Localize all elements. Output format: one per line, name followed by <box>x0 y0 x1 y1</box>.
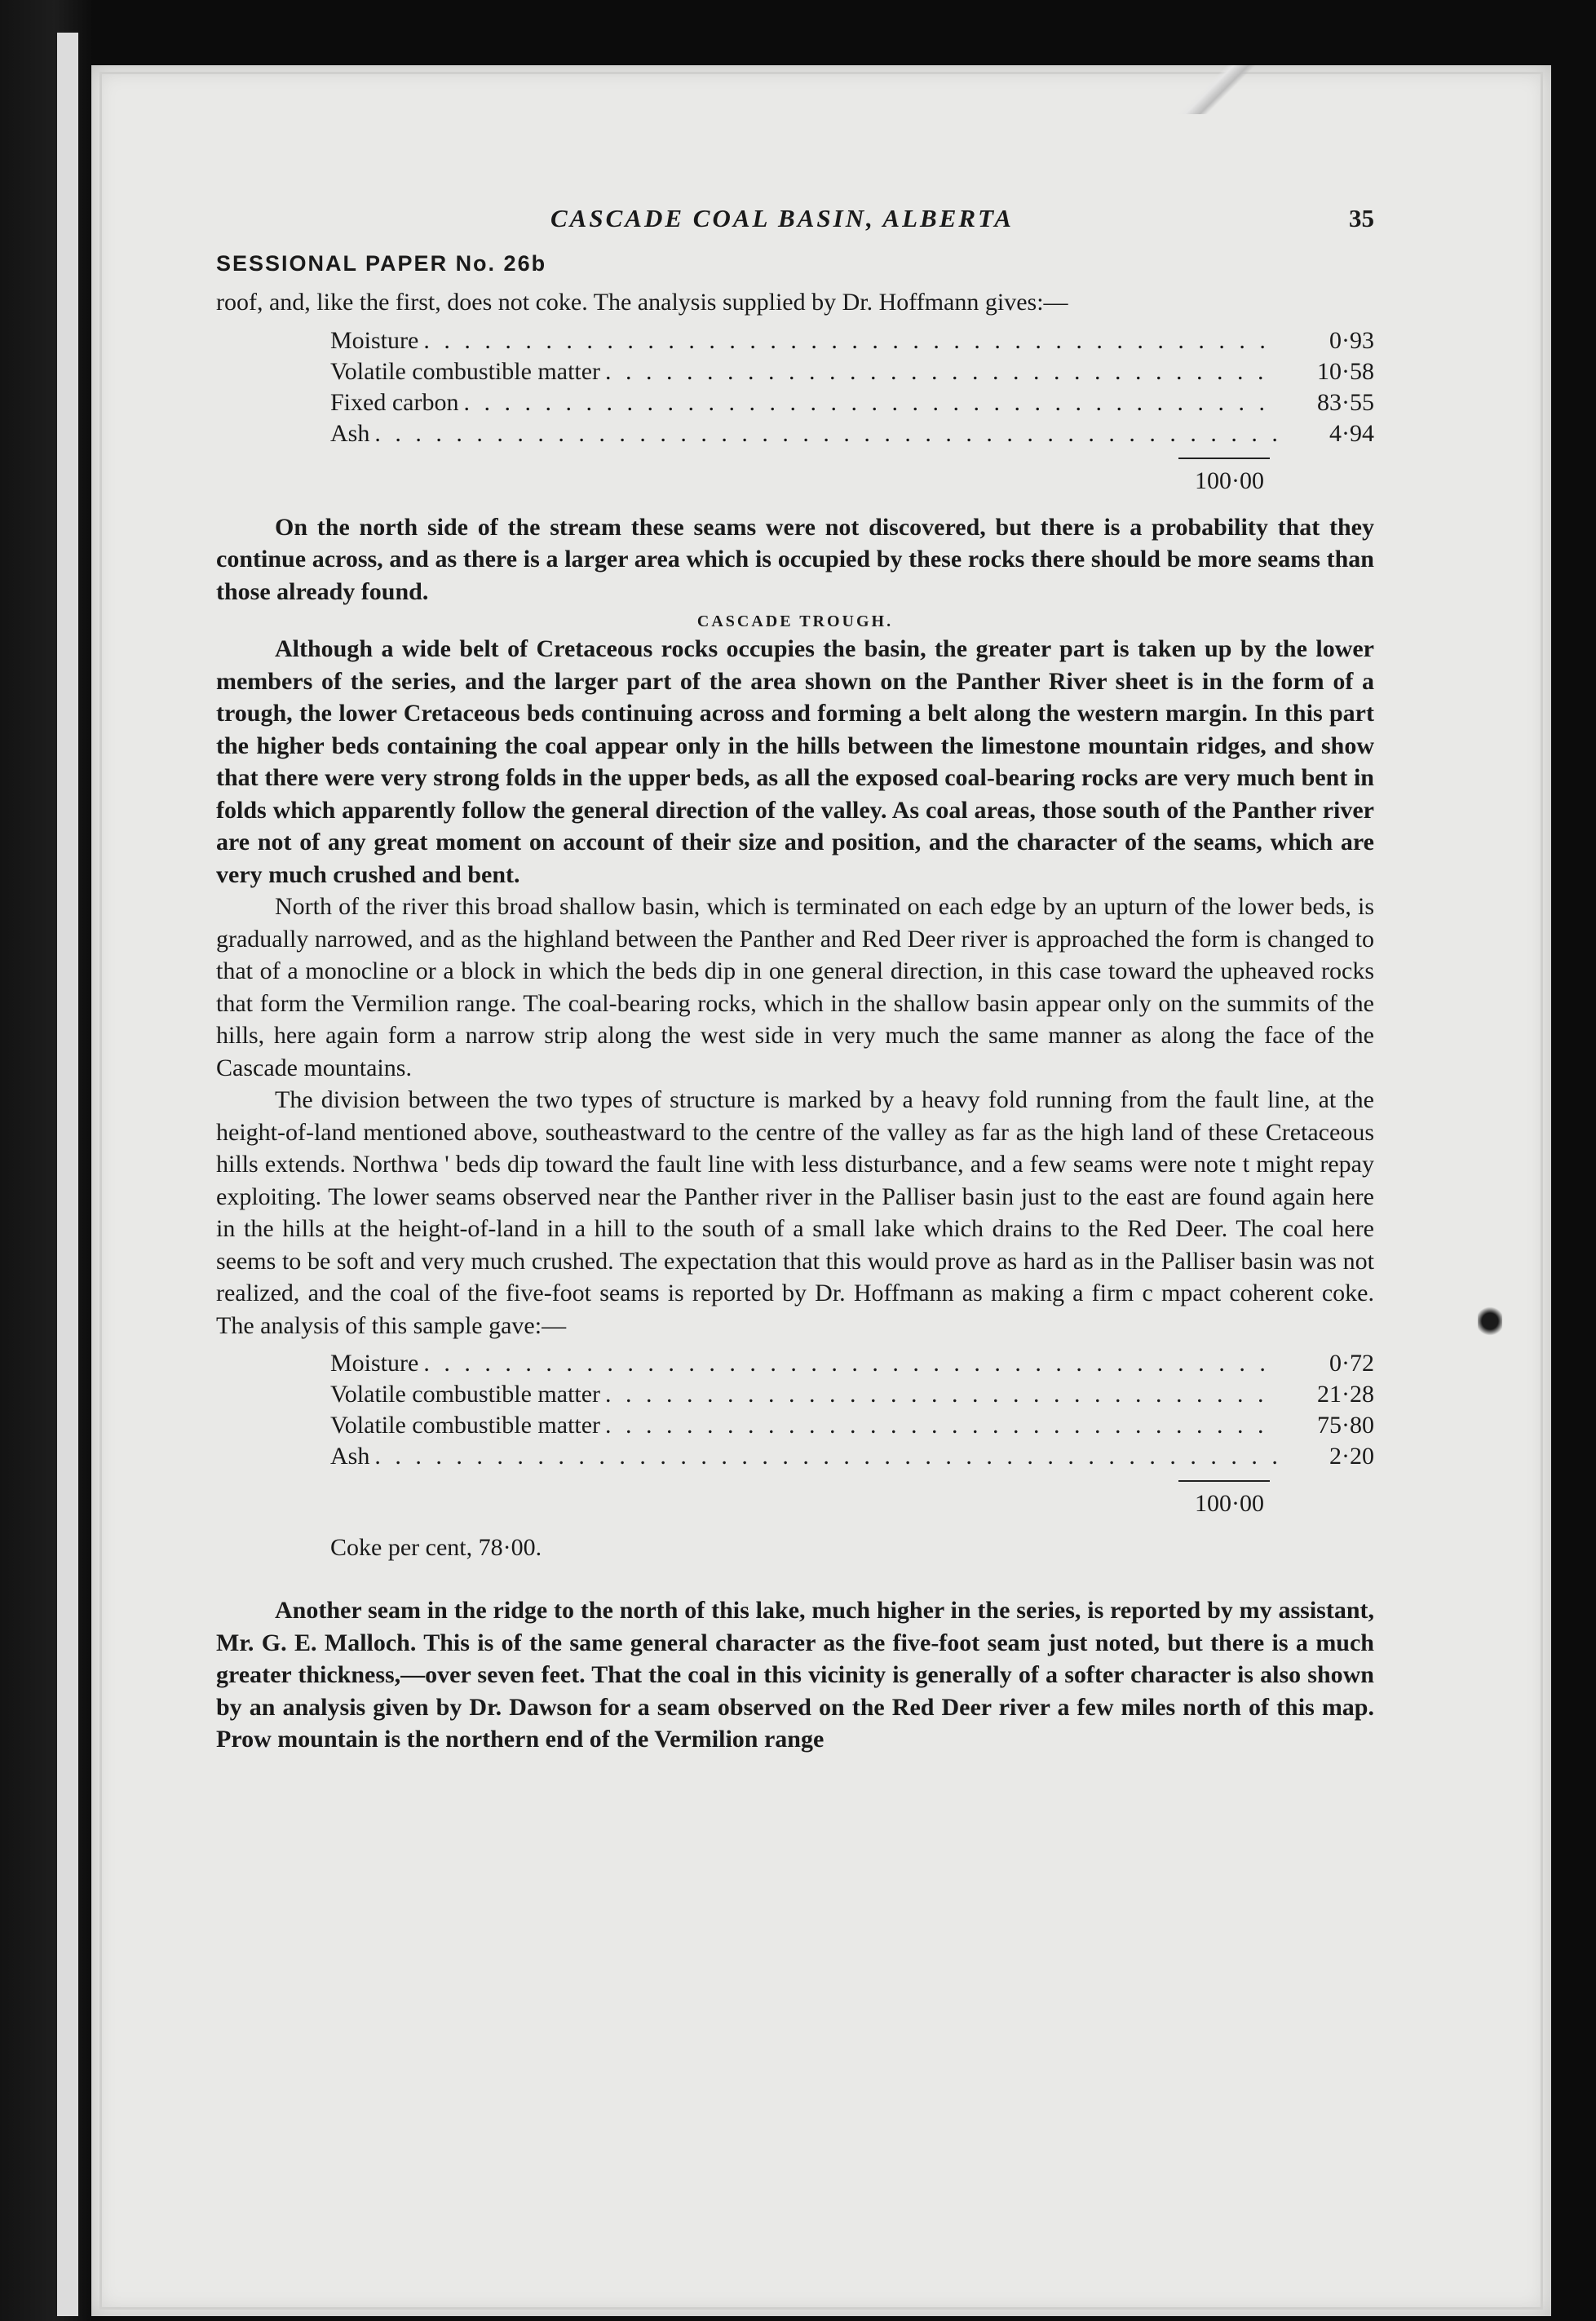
leader-dots <box>374 418 1276 449</box>
row-value: 0·72 <box>1329 1350 1374 1377</box>
analysis-table-1 <box>330 325 1374 449</box>
analysis-table-2 <box>330 1348 1374 1472</box>
row-label: Ash <box>330 1443 370 1470</box>
row-label: Moisture <box>330 1350 419 1377</box>
analysis-row <box>330 418 1374 449</box>
row-value: 21·28 <box>1317 1381 1374 1408</box>
analysis-row <box>330 1410 1374 1441</box>
row-value: 83·55 <box>1317 388 1374 416</box>
row-label: Volatile combustible matter <box>330 1412 601 1439</box>
adjacent-page-edge <box>57 33 78 2316</box>
sessional-paper-label: SESSIONAL PAPER No. 26b <box>216 251 547 276</box>
leader-dots <box>605 356 1276 387</box>
row-value: 4·94 <box>1329 419 1374 447</box>
analysis-row <box>330 356 1374 387</box>
analysis-total: 100·00 <box>1195 1490 1264 1517</box>
row-value: 0·93 <box>1329 326 1374 354</box>
running-title: CASCADE COAL BASIN, ALBERTA <box>550 204 1014 232</box>
page-number: 35 <box>1349 204 1374 232</box>
paragraph-north-side: On the north side of the stream these seams were not discovered, but there is a probability that they continue across, and as there is a larger area which is occupied by these rocks there should be more seams than those already found. <box>216 513 1374 605</box>
page-header <box>216 204 1374 246</box>
paragraph-cascade-trough: Although a wide belt of Cretaceous rocks occupies the basin, the greater part is taken up by the lower members of the series, and the larger part of the area shown on the Panther River sheet is in the form of a trough, the lower Cretaceous beds continuing across and forming a belt along the western margin. In this part the higher beds containing the coal appear only in the hills between the limestone mountain ridges, and show that there were very strong folds in the upper beds, as all the exposed coal-bearing rocks are very much bent in folds which apparently follow the general direction of the valley. As coal areas, those south of the Panther river are not of any great moment on account of their size and position, and the character of the seams, which are very much crushed and bent. <box>216 635 1374 888</box>
total-rule <box>1178 458 1270 466</box>
total-rule <box>1178 1480 1270 1488</box>
row-label: Volatile combustible matter <box>330 1381 601 1408</box>
paragraph-another-seam: Another seam in the ridge to the north of this lake, much higher in the series, is reported by my assistant, Mr. G. E. Malloch. This is of the same general character as the five-foot seam just noted, but there is a much greater thickness,—over seven feet. That the coal in this vicinity is generally of a softer character is also shown by an analysis given by Dr. Dawson for a seam observed on the Red Deer river a few miles north of this map. Prow mountain is the northern end of the Vermilion range <box>216 1597 1374 1753</box>
row-label: Fixed carbon <box>330 388 459 416</box>
leader-dots <box>605 1410 1276 1441</box>
paper-tear-mark <box>1168 65 1266 114</box>
coke-percentage: Coke per cent, 78·00. <box>330 1534 542 1561</box>
paragraph-north-of-river: North of the river this broad shallow basin, which is terminated on each edge by an upturn of the lower beds, is gradually narrowed, and as the highland between the Panther and Red Deer river is approached the form is changed to that of a monocline or a block in which the beds dip in one general direction, in this case toward the upheaved rocks that form the Vermilion range. The coal-bearing rocks, which in the shallow basin appear only on the summits of the hills, here again form a narrow strip along the west side in very much the same manner as along the face of the Cascade mountains. <box>216 893 1374 1081</box>
analysis-row <box>330 387 1374 418</box>
row-label: Volatile combustible matter <box>330 357 601 385</box>
row-value: 75·80 <box>1317 1412 1374 1439</box>
analysis-row <box>330 325 1374 356</box>
leader-dots <box>423 325 1276 356</box>
row-label: Ash <box>330 419 370 447</box>
paragraph-division: The division between the two types of structure is marked by a heavy fold running from the fault line, at the height-of-land mentioned above, southeastward to the centre of the valley as far as the high land of these Cretaceous hills extends. Northwa ' beds dip toward the fault line with less disturbance, and a few seams were note t might repay exploiting. The lower seams observed near the Panther river in the Palliser basin just to the east are found again here in the hills at the height-of-land in a hill to the south of a small lake which drains to the Red Deer. The coal here seems to be soft and very much crushed. The expectation that this would prove as hard as in the Palliser basin was not realized, and the coal of the five-foot seams is reported by Dr. Hoffmann as making a firm c mpact coherent coke. The analysis of this sample gave:— <box>216 1086 1374 1339</box>
row-value: 2·20 <box>1329 1443 1374 1470</box>
section-heading: CASCADE TROUGH. <box>696 612 894 630</box>
leader-dots <box>605 1379 1276 1410</box>
row-value: 10·58 <box>1317 357 1374 385</box>
analysis-row <box>330 1379 1374 1410</box>
analysis-row <box>330 1441 1374 1472</box>
leader-dots <box>374 1441 1276 1472</box>
paragraph-roof: roof, and, like the first, does not coke. The analysis supplied by Dr. Hoffmann gives:— <box>216 289 1068 316</box>
leader-dots <box>423 1348 1276 1379</box>
leader-dots <box>463 387 1276 418</box>
page-content <box>216 204 1374 1756</box>
analysis-total: 100·00 <box>1195 466 1264 494</box>
ink-smudge <box>1478 1305 1502 1337</box>
row-label: Moisture <box>330 326 419 354</box>
analysis-row <box>330 1348 1374 1379</box>
